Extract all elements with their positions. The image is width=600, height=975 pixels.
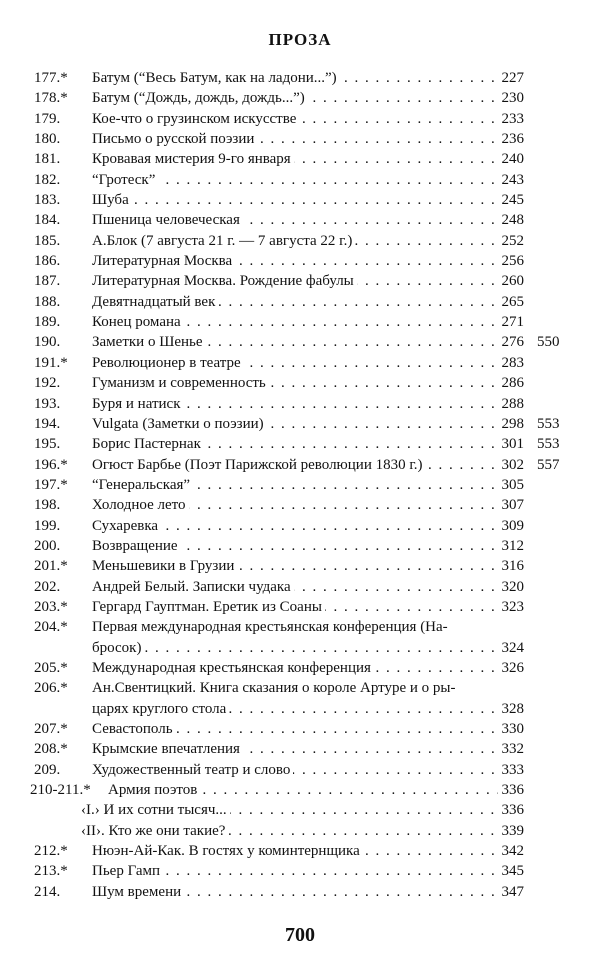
entry-title-text: Конец романа <box>92 314 184 330</box>
entry-title <box>92 678 498 698</box>
entry-title <box>92 739 498 759</box>
toc-entry <box>0 231 600 251</box>
entry-number: 199. <box>34 517 61 534</box>
entry-title-text: “Генеральская” <box>92 477 193 493</box>
entry-page: 245 <box>501 192 524 209</box>
entry-number: 202. <box>34 578 61 595</box>
entry-note-page: 553 <box>537 436 560 453</box>
entry-title-text: Революционер в театре <box>92 355 244 371</box>
entry-title <box>92 658 498 678</box>
entry-page: 265 <box>501 293 524 310</box>
entry-title <box>108 780 498 800</box>
entry-title-text: Крымские впечатления <box>92 741 243 757</box>
entry-title <box>92 434 498 454</box>
toc-entry <box>0 780 600 800</box>
entry-page: 316 <box>501 558 524 575</box>
toc-entry <box>0 353 600 373</box>
entry-title-text: Батум (“Дождь, дождь, дождь...”) <box>92 90 308 106</box>
entry-title-text: Художественный театр и слово <box>92 762 293 778</box>
entry-title-text: бросок) <box>92 640 144 656</box>
entry-title <box>92 332 498 352</box>
entry-page: 227 <box>501 70 524 86</box>
entry-page: 260 <box>501 273 524 290</box>
entry-page: 342 <box>501 843 524 860</box>
entry-number: 192. <box>34 375 61 392</box>
entry-number: 198. <box>34 497 61 514</box>
toc-entry <box>0 475 600 495</box>
entry-title-text: Борис Пастернак <box>92 436 204 452</box>
entry-title-text: Сухаревка <box>92 518 161 534</box>
toc-entry <box>0 841 600 861</box>
toc-entry <box>0 597 600 617</box>
entry-title-text: Гуманизм и современность <box>92 375 269 391</box>
entry-number: 207.* <box>34 721 68 737</box>
entry-title-text: Огюст Барбье (Поэт Парижской революции 1830 г.) <box>92 457 426 473</box>
toc-entry <box>0 516 600 536</box>
entry-number: 179. <box>34 110 61 127</box>
entry-title <box>81 800 498 820</box>
entry-title-text: Шум времени <box>92 884 184 900</box>
entry-page: 330 <box>501 721 524 737</box>
entry-page: 309 <box>501 517 524 534</box>
entry-number: 188. <box>34 293 61 310</box>
entry-title-text: Возвращение <box>92 538 181 554</box>
entry-page: 276 <box>501 334 524 351</box>
entry-page: 288 <box>501 395 524 412</box>
toc-entry <box>0 109 600 129</box>
entry-page: 230 <box>501 90 524 107</box>
entry-number: 208.* <box>34 741 68 758</box>
page-number: 700 <box>285 924 315 946</box>
toc-entry <box>0 251 600 271</box>
entry-title-text: Кое-что о грузинском искусстве <box>92 111 299 127</box>
entry-page: 307 <box>501 497 524 514</box>
entry-title-text: царях круглого стола <box>92 701 229 717</box>
toc-entry <box>0 170 600 190</box>
entry-number: 201.* <box>34 558 68 575</box>
toc-entry <box>0 210 600 230</box>
entry-title <box>92 271 498 291</box>
toc-entry <box>0 149 600 169</box>
entry-title <box>92 109 498 129</box>
entry-title-text: Заметки о Шенье <box>92 334 206 350</box>
entry-page: 312 <box>501 537 524 554</box>
entry-title <box>92 455 498 475</box>
entry-title-text: Кровавая мистерия 9-го января <box>92 151 294 167</box>
entry-title <box>81 821 498 841</box>
entry-title <box>92 88 498 108</box>
entry-page: 286 <box>501 375 524 392</box>
entry-page: 252 <box>501 232 524 249</box>
entry-number: 191.* <box>34 354 68 371</box>
toc-entry <box>0 739 600 759</box>
entry-title <box>92 129 498 149</box>
toc-entry <box>0 455 600 475</box>
entry-title <box>92 373 498 393</box>
entry-page: 248 <box>501 212 524 229</box>
entry-title-text: Шуба <box>92 192 132 208</box>
entry-page: 333 <box>501 761 524 778</box>
entry-page: 271 <box>501 314 524 331</box>
entry-page: 326 <box>501 659 524 676</box>
entry-page: 332 <box>501 741 524 758</box>
entry-title <box>92 536 498 556</box>
entry-title-text: Меньшевики в Грузии <box>92 558 237 574</box>
entry-page: 240 <box>501 151 524 168</box>
toc-entry <box>0 882 600 902</box>
entry-page: 283 <box>501 354 524 371</box>
entry-number: 203.* <box>34 598 68 615</box>
entry-title-text: Пшеница человеческая <box>92 212 243 228</box>
entry-page: 347 <box>501 883 524 900</box>
entry-number: 194. <box>34 415 61 432</box>
entry-title <box>92 861 498 881</box>
entry-title-text: Первая международная крестьянская конференция (На- <box>92 619 451 635</box>
entry-title-text: Vulgata (Заметки о поэзии) <box>92 416 267 432</box>
entry-page: 339 <box>501 822 524 839</box>
toc-entry <box>0 760 600 780</box>
entry-title <box>92 251 498 271</box>
entry-page: 236 <box>501 131 524 148</box>
entry-number: 182. <box>34 171 61 188</box>
entry-number: 200. <box>34 537 61 554</box>
entry-number: 193. <box>34 395 61 412</box>
toc-entry <box>0 414 600 434</box>
toc-entry <box>0 394 600 414</box>
entry-title <box>92 312 498 332</box>
entry-title <box>92 68 498 88</box>
entry-page: 320 <box>501 578 524 595</box>
toc-entry <box>0 68 600 88</box>
toc-entry <box>0 434 600 454</box>
entry-number: 181. <box>34 151 61 168</box>
entry-number: 206.* <box>34 680 68 697</box>
entry-title <box>92 170 498 190</box>
entry-title-text: Ан.Свентицкий. Книга сказания о короле Артуре и о ры- <box>92 680 459 696</box>
entry-number: 178.* <box>34 90 68 107</box>
entry-title-text: А.Блок (7 августа 21 г. — 7 августа 22 г.) <box>92 233 355 249</box>
entry-number: 187. <box>34 273 61 290</box>
entry-title <box>92 190 498 210</box>
entry-title-text: Международная крестьянская конференция <box>92 660 374 676</box>
entry-page: 256 <box>501 253 524 270</box>
entry-page: 345 <box>501 863 524 880</box>
toc-entry <box>0 332 600 352</box>
entry-title-text: Литературная Москва <box>92 253 235 269</box>
entry-number: 212.* <box>34 843 68 860</box>
entry-page: 233 <box>501 110 524 127</box>
toc-entry <box>0 373 600 393</box>
entry-title <box>92 597 498 617</box>
entry-number: 180. <box>34 131 61 148</box>
entry-title <box>92 719 498 739</box>
entry-title <box>92 516 498 536</box>
entry-page: 298 <box>501 415 524 432</box>
entry-number: 183. <box>34 192 61 209</box>
toc-entry <box>0 658 600 678</box>
toc-entry <box>0 678 600 698</box>
entry-title <box>92 414 498 434</box>
entry-title <box>92 638 498 658</box>
entry-title <box>92 699 498 719</box>
entry-title-text: Письмо о русской поэзии <box>92 131 257 147</box>
entry-page: 323 <box>501 598 524 615</box>
entry-page: 336 <box>501 782 524 799</box>
entry-page: 302 <box>501 456 524 473</box>
entry-note-page: 553 <box>537 415 560 432</box>
entry-title-text: Батум (“Весь Батум, как на ладони...”) <box>92 70 340 86</box>
entry-number: 189. <box>34 314 61 331</box>
entry-page: 328 <box>501 700 524 717</box>
entry-page: 301 <box>501 436 524 453</box>
entry-number: 214. <box>34 883 61 900</box>
entry-note-page: 550 <box>537 334 560 351</box>
entry-number: 177.* <box>34 70 68 86</box>
entry-title <box>92 353 498 373</box>
toc-entry <box>0 638 600 658</box>
toc-entry <box>0 556 600 576</box>
entry-title <box>92 760 498 780</box>
toc-entry <box>0 719 600 739</box>
toc-entry <box>0 271 600 291</box>
entry-title-text: Нюэн-Ай-Как. В гостях у коминтернщика <box>92 843 363 859</box>
toc-entry <box>0 190 600 210</box>
toc-entry <box>0 292 600 312</box>
entry-title <box>92 556 498 576</box>
entry-title-text: ‹II›. Кто же они такие? <box>81 823 228 839</box>
toc-entry <box>0 577 600 597</box>
toc-entry <box>0 495 600 515</box>
entry-title <box>92 475 498 495</box>
entry-number: 184. <box>34 212 61 229</box>
entry-number: 196.* <box>34 456 68 473</box>
entry-title-text: Холодное лето <box>92 497 189 513</box>
entry-page: 243 <box>501 171 524 188</box>
entry-number: 205.* <box>34 659 68 676</box>
toc-entry <box>0 88 600 108</box>
table-of-contents <box>0 68 600 902</box>
entry-number: 210-211.* <box>30 782 91 799</box>
entry-number: 190. <box>34 334 61 351</box>
toc-entry <box>0 800 600 820</box>
entry-page: 305 <box>501 476 524 493</box>
entry-title <box>92 149 498 169</box>
entry-number: 197.* <box>34 476 68 493</box>
entry-title <box>92 841 498 861</box>
entry-title-text: Армия поэтов <box>108 782 200 798</box>
entry-title <box>92 292 498 312</box>
entry-title <box>92 882 498 902</box>
entry-number: 186. <box>34 253 61 270</box>
entry-number: 195. <box>34 436 61 453</box>
entry-title <box>92 495 498 515</box>
entry-title-text: Девятнадцатый век <box>92 294 218 310</box>
entry-number: 213.* <box>34 863 68 880</box>
entry-title <box>92 394 498 414</box>
toc-entry <box>0 536 600 556</box>
entry-note-page: 557 <box>537 456 560 473</box>
toc-entry <box>0 699 600 719</box>
entry-title <box>92 617 498 637</box>
toc-entry <box>0 821 600 841</box>
entry-page: 324 <box>501 639 524 656</box>
entry-number: 204.* <box>34 619 68 636</box>
entry-title-text: Литературная Москва. Рождение фабулы <box>92 273 357 289</box>
entry-title-text: Андрей Белый. Записки чудака <box>92 579 294 595</box>
entry-title-text: ‹I.› И их сотни тысяч... <box>81 802 230 818</box>
toc-entry <box>0 861 600 881</box>
entry-title <box>92 210 498 230</box>
entry-title-text: “Гротеск” <box>92 172 158 188</box>
toc-entry <box>0 617 600 637</box>
section-header: ПРОЗА <box>268 30 332 49</box>
entry-title-text: Буря и натиск <box>92 396 184 412</box>
toc-entry <box>0 312 600 332</box>
entry-title-text: Пьер Гамп <box>92 863 163 879</box>
entry-title <box>92 231 498 251</box>
entry-title-text: Гергард Гауптман. Еретик из Соаны <box>92 599 325 615</box>
toc-entry <box>0 129 600 149</box>
entry-page: 336 <box>501 802 524 819</box>
entry-number: 209. <box>34 761 61 778</box>
entry-number: 185. <box>34 232 61 249</box>
entry-title-text: Севастополь <box>92 721 176 737</box>
entry-title <box>92 577 498 597</box>
